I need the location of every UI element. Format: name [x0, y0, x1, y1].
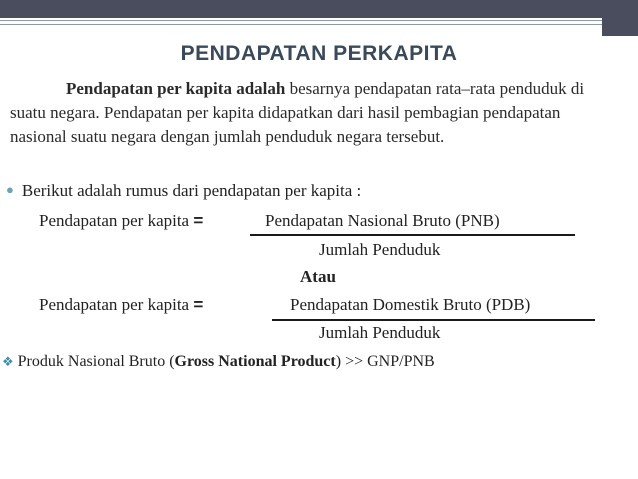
footnote-bold: Gross National Product	[174, 353, 336, 370]
formula2-numerator: Pendapatan Domestik Bruto (PDB)	[290, 295, 531, 314]
top-banner	[0, 0, 638, 18]
accent-line-1	[0, 20, 638, 21]
formula2-label-text: Pendapatan per kapita	[39, 295, 194, 314]
formula1-numerator: Pendapatan Nasional Bruto (PNB)	[265, 211, 500, 230]
intro-rest: besarnya pendapatan rata–rata penduduk di suatu negara. Pendapatan per kapita didapatkan dari hasil pembagian pendapatan nasional suatu negara dengan jumlah penduduk negara tersebut.	[10, 79, 585, 146]
formula2-label	[39, 295, 203, 315]
formula2-fraction-line	[272, 319, 595, 321]
formula1-denominator: Jumlah Penduduk	[319, 240, 441, 259]
formula2-denominator: Jumlah Penduduk	[319, 323, 441, 342]
intro-bold: Pendapatan per kapita adalah	[66, 79, 286, 98]
banner-accent	[0, 18, 638, 36]
bullet-dot-icon: ●	[6, 182, 14, 197]
formula1-fraction-line	[250, 234, 575, 236]
formula2-equals: =	[193, 295, 204, 314]
footnote-post: ) >> GNP/PNB	[335, 353, 435, 370]
diamond-bullet-icon: ❖	[2, 354, 14, 369]
bullet-text: Berikut adalah rumus dari pendapatan per kapita :	[21, 181, 362, 200]
bullet-item	[6, 181, 361, 201]
footnote-pre: Produk Nasional Bruto (	[17, 353, 175, 370]
separator-atau: Atau	[300, 267, 336, 286]
formula1-label	[39, 211, 203, 231]
intro-paragraph	[10, 77, 620, 149]
accent-tab	[602, 18, 638, 36]
footnote	[2, 353, 435, 371]
formula1-equals: =	[193, 211, 204, 230]
formula1-label-text: Pendapatan per kapita	[39, 211, 194, 230]
slide-title: PENDAPATAN PERKAPITA	[180, 42, 458, 65]
accent-line-2	[0, 24, 638, 25]
